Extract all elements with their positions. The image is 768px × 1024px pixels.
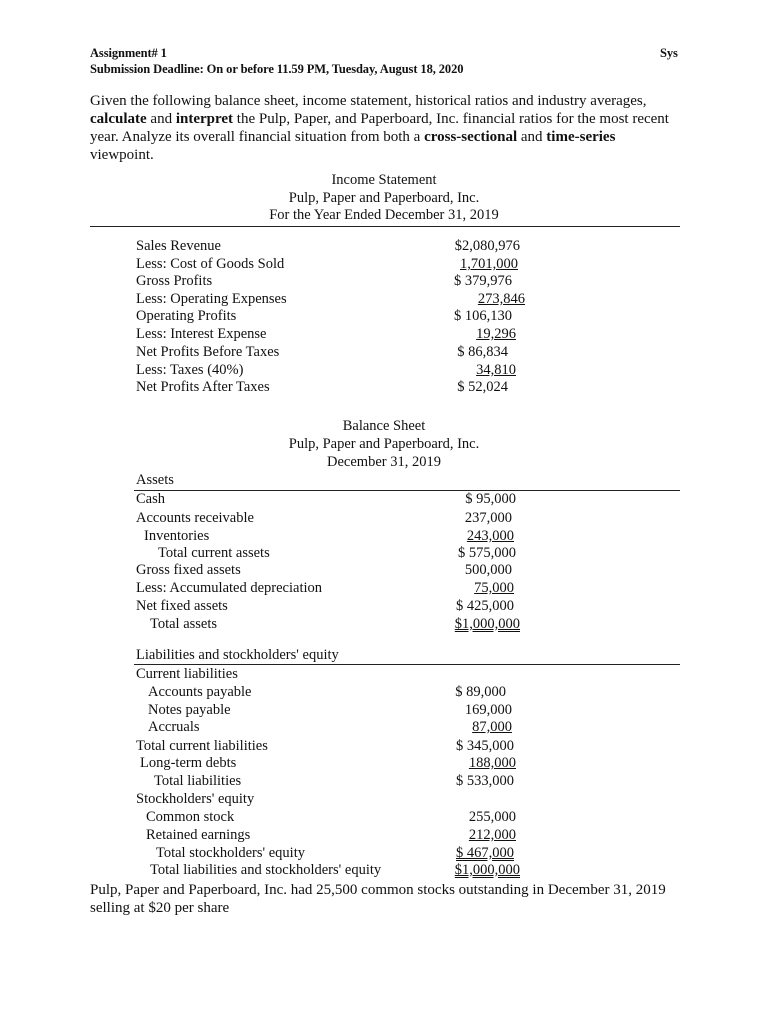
footer-line-1: Pulp, Paper and Paperboard, Inc. had 25,500 common stocks outstanding in December 31, 2019 [90, 882, 666, 898]
income-row-label: Less: Interest Expense [136, 326, 267, 342]
asset-row-label: Gross fixed assets [136, 562, 241, 578]
liability-row-value: 212,000 [468, 827, 516, 843]
income-company: Pulp, Paper and Paperboard, Inc. [288, 190, 480, 206]
liability-row-value: $ 89,000 [455, 684, 506, 700]
liability-row-label: Common stock [146, 809, 235, 825]
balance-company: Pulp, Paper and Paperboard, Inc. [288, 436, 480, 452]
balance-title: Balance Sheet [342, 418, 426, 434]
asset-row-label: Accounts receivable [136, 510, 254, 526]
asset-row-label: Less: Accumulated depreciation [136, 580, 323, 596]
asset-row-label: Total assets [150, 616, 218, 632]
income-divider [90, 226, 680, 227]
asset-row-value: $ 425,000 [456, 598, 514, 614]
liability-row-value: $ 467,000 [456, 845, 514, 861]
intro-cross-sectional: cross-sectional [424, 129, 518, 145]
liability-row-label: Long-term debts [140, 755, 237, 771]
liability-row-value: 188,000 [468, 755, 516, 771]
income-row-label: Sales Revenue [136, 238, 221, 254]
liability-row-label: Stockholders' equity [136, 791, 255, 807]
income-row-label: Less: Operating Expenses [136, 291, 287, 307]
asset-row-label: Total current assets [158, 545, 270, 561]
liability-row-label: Total current liabilities [136, 738, 268, 754]
liability-row-label: Current liabilities [136, 666, 238, 682]
income-row-value: $ 86,834 [457, 344, 508, 360]
liability-row-value: 255,000 [468, 809, 516, 825]
liability-row-label: Total liabilities [154, 773, 242, 789]
asset-row-value: 500,000 [464, 562, 512, 578]
footer-line-2: selling at $20 per share [90, 900, 230, 916]
asset-row-label: Cash [136, 491, 165, 507]
liability-row-value: $ 345,000 [456, 738, 514, 754]
asset-row-label: Net fixed assets [136, 598, 228, 614]
income-row-label: Net Profits Before Taxes [136, 344, 280, 360]
income-row-value: 19,296 [476, 326, 516, 342]
income-row-value: $ 379,976 [454, 273, 512, 289]
liability-row-label: Retained earnings [146, 827, 251, 843]
asset-row-value: $ 575,000 [458, 545, 516, 561]
liability-row-value: 169,000 [464, 702, 512, 718]
liability-row-value: $1,000,000 [454, 862, 520, 878]
income-row-label: Operating Profits [136, 308, 237, 324]
deadline-text: Submission Deadline: On or before 11.59 PM, Tuesday, August 18, 2020 [90, 62, 464, 76]
assets-divider [134, 490, 680, 491]
income-row-label: Gross Profits [136, 273, 213, 289]
income-row-value: $ 52,024 [457, 379, 508, 395]
intro-line-1: Given the following balance sheet, income statement, historical ratios and industry averages, [90, 93, 647, 109]
intro-line-2: calculate and interpret the Pulp, Paper, and Paperboard, Inc. financial ratios for the most recent [90, 111, 669, 127]
income-row-value: 34,810 [476, 362, 516, 378]
asset-row-value: $ 95,000 [465, 491, 516, 507]
balance-date: December 31, 2019 [327, 454, 441, 470]
asset-row-value: $1,000,000 [454, 616, 520, 632]
income-row-label: Less: Taxes (40%) [136, 362, 244, 378]
intro-time-series: time-series [546, 129, 616, 145]
liability-row-value: 87,000 [472, 719, 512, 735]
intro-calculate: calculate [90, 111, 147, 127]
header-right-tag: Sys [660, 46, 678, 60]
income-row-label: Net Profits After Taxes [136, 379, 270, 395]
income-row-value: 1,701,000 [460, 256, 518, 272]
income-row-value: 273,846 [477, 291, 525, 307]
income-period: For the Year Ended December 31, 2019 [269, 207, 499, 223]
income-row-value: $2,080,976 [454, 238, 520, 254]
liability-row-label: Total stockholders' equity [156, 845, 305, 861]
liability-row-value: $ 533,000 [456, 773, 514, 789]
assets-heading: Assets [136, 472, 174, 488]
income-title: Income Statement [331, 172, 437, 188]
income-row-label: Less: Cost of Goods Sold [136, 256, 285, 272]
liability-row-label: Total liabilities and stockholders' equity [150, 862, 382, 878]
liability-row-label: Notes payable [148, 702, 231, 718]
income-row-value: $ 106,130 [454, 308, 512, 324]
intro-line-3: year. Analyze its overall financial situation from both a cross-sectional and time-series [90, 129, 616, 145]
liabilities-heading: Liabilities and stockholders' equity [136, 647, 339, 663]
asset-row-value: 243,000 [466, 528, 514, 544]
intro-line-4: viewpoint. [90, 147, 154, 163]
liabilities-divider [134, 664, 680, 665]
asset-row-value: 237,000 [464, 510, 512, 526]
liability-row-label: Accounts payable [148, 684, 252, 700]
asset-row-label: Inventories [144, 528, 210, 544]
assignment-label: Assignment# 1 [90, 46, 167, 60]
liability-row-label: Accruals [148, 719, 200, 735]
intro-interpret: interpret [175, 111, 234, 127]
asset-row-value: 75,000 [474, 580, 514, 596]
